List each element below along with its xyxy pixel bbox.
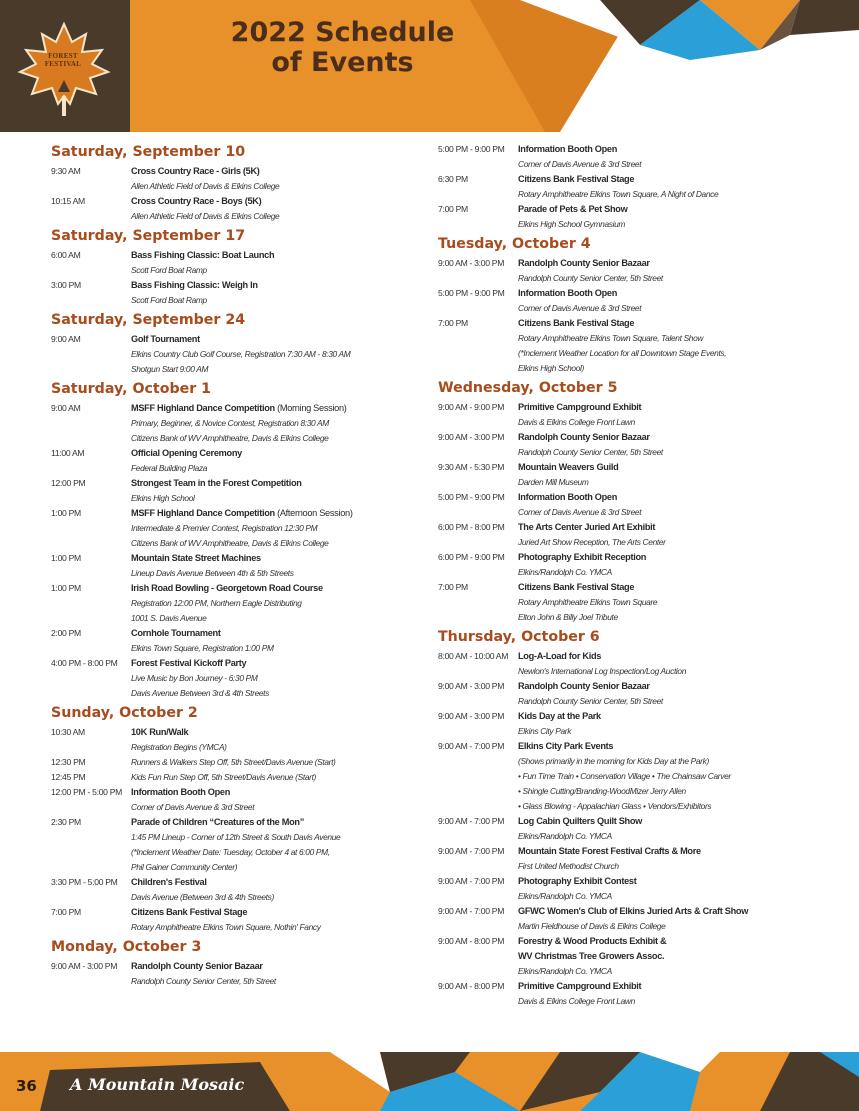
event-detail: Citizens Bank of WV Amphitheatre, Davis & Elkins College bbox=[131, 538, 329, 548]
event-detail: Allen Athletic Field of Davis & Elkins College bbox=[131, 181, 280, 191]
event-item bbox=[438, 256, 838, 286]
event-item bbox=[438, 430, 838, 460]
event-name: Mountain Weavers Guild bbox=[518, 462, 619, 472]
event-item bbox=[438, 520, 838, 550]
event-time: 6:00 AM bbox=[51, 250, 81, 260]
event-name: Mountain State Forest Festival Crafts & More bbox=[518, 846, 701, 856]
event-name: GFWC Women's Club of Elkins Juried Arts & Craft Show bbox=[518, 906, 749, 916]
event-name: Citizens Bank Festival Stage bbox=[518, 174, 635, 184]
day-heading: Saturday, September 24 bbox=[51, 312, 246, 328]
logo-text: FOREST FESTIVAL bbox=[44, 52, 82, 68]
event-detail: Primary, Beginner, & Novice Contest, Registration 8:30 AM bbox=[131, 418, 329, 428]
event-detail: • Glass Blowing - Appalachian Glass • Vendors/Exhibitors bbox=[518, 801, 712, 811]
event-detail: Juried Art Show Reception, The Arts Center bbox=[518, 537, 666, 547]
event-name: Information Booth Open bbox=[518, 288, 618, 298]
event-detail: Elkins/Randolph Co. YMCA bbox=[518, 966, 612, 976]
event-name: Randolph County Senior Bazaar bbox=[518, 681, 650, 691]
event-time: 9:00 AM bbox=[51, 334, 81, 344]
event-item bbox=[51, 194, 421, 224]
event-item bbox=[51, 278, 421, 308]
event-item bbox=[438, 172, 838, 202]
event-name: Strongest Team in the Forest Competition bbox=[131, 478, 302, 488]
event-item bbox=[438, 844, 838, 874]
event-session: (Afternoon Session) bbox=[274, 508, 353, 518]
event-time: 9:00 AM - 3:00 PM bbox=[438, 258, 505, 268]
event-time: 2:00 PM bbox=[51, 628, 81, 638]
event-item bbox=[51, 770, 421, 785]
event-detail: Corner of Davis Avenue & 3rd Street bbox=[518, 303, 642, 313]
event-time: 2:30 PM bbox=[51, 817, 81, 827]
event-detail: Davis Avenue (Between 3rd & 4th Streets) bbox=[131, 892, 274, 902]
event-item bbox=[438, 580, 838, 625]
event-detail: Elkins City Park bbox=[518, 726, 572, 736]
event-detail: 1001 S. Davis Avenue bbox=[131, 613, 207, 623]
event-name: Randolph County Senior Bazaar bbox=[518, 258, 650, 268]
event-detail: Elkins High School) bbox=[518, 363, 584, 373]
event-item bbox=[438, 649, 838, 679]
event-time: 9:00 AM - 8:00 PM bbox=[438, 936, 505, 946]
event-detail: Elkins High School Gymnasium bbox=[518, 219, 626, 229]
event-time: 12:45 PM bbox=[51, 772, 86, 782]
event-time: 9:00 AM - 8:00 PM bbox=[438, 981, 505, 991]
event-item bbox=[438, 709, 838, 739]
event-detail: Martin Fieldhouse of Davis & Elkins College bbox=[518, 921, 666, 931]
event-item bbox=[438, 814, 838, 844]
event-time: 10:30 AM bbox=[51, 727, 85, 737]
event-detail: Newlon's International Log Inspection/Log Auction bbox=[518, 666, 687, 676]
event-name: The Arts Center Juried Art Exhibit bbox=[518, 522, 656, 532]
event-item bbox=[51, 332, 421, 377]
event-detail: Shotgun Start 9:00 AM bbox=[131, 364, 209, 374]
event-detail: Lineup Davis Avenue Between 4th & 5th Streets bbox=[131, 568, 294, 578]
event-detail: Citizens Bank of WV Amphitheatre, Davis & Elkins College bbox=[131, 433, 329, 443]
event-detail: Scott Ford Boat Ramp bbox=[131, 265, 207, 275]
event-item bbox=[438, 286, 838, 316]
event-time: 7:00 PM bbox=[51, 907, 81, 917]
event-time: 6:30 PM bbox=[438, 174, 468, 184]
event-detail: Elton John & Billy Joel Tribute bbox=[518, 612, 618, 622]
event-detail: Davis & Elkins College Front Lawn bbox=[518, 417, 635, 427]
event-time: 3:30 PM - 5:00 PM bbox=[51, 877, 118, 887]
event-detail: Davis Avenue Between 3rd & 4th Streets bbox=[131, 688, 270, 698]
event-item bbox=[438, 934, 838, 979]
event-detail: Elkins Country Club Golf Course, Registration 7:30 AM - 8:30 AM bbox=[131, 349, 351, 359]
event-item bbox=[438, 202, 838, 232]
schedule-column-left bbox=[51, 142, 421, 989]
event-time: 1:00 PM bbox=[51, 508, 81, 518]
event-name-line-2: WV Christmas Tree Growers Assoc. bbox=[518, 951, 665, 961]
event-name-text: MSFF Highland Dance Competition bbox=[131, 508, 275, 518]
event-name: Official Opening Ceremony bbox=[131, 448, 242, 458]
event-item bbox=[438, 400, 838, 430]
event-item bbox=[51, 476, 421, 506]
event-time: 10:15 AM bbox=[51, 196, 85, 206]
event-item bbox=[51, 248, 421, 278]
event-detail: Corner of Davis Avenue & 3rd Street bbox=[518, 159, 642, 169]
event-time: 12:00 PM bbox=[51, 478, 86, 488]
event-time: 9:30 AM bbox=[51, 166, 81, 176]
title-line-2: of Events bbox=[271, 47, 414, 78]
event-detail: Darden Mill Museum bbox=[518, 477, 589, 487]
day-heading: Saturday, September 17 bbox=[51, 228, 246, 244]
day-heading: Monday, October 3 bbox=[51, 939, 202, 955]
event-detail: Rotary Amphitheatre Elkins Town Square, Talent Show bbox=[518, 333, 704, 343]
event-time: 9:00 AM bbox=[51, 403, 81, 413]
event-detail: Phil Gainer Community Center) bbox=[131, 862, 238, 872]
event-item bbox=[51, 401, 421, 446]
event-item bbox=[51, 656, 421, 701]
event-detail: Scott Ford Boat Ramp bbox=[131, 295, 207, 305]
page-title bbox=[200, 18, 485, 78]
event-time: 9:00 AM - 3:00 PM bbox=[438, 711, 505, 721]
event-name: Citizens Bank Festival Stage bbox=[518, 582, 635, 592]
day-heading: Sunday, October 2 bbox=[51, 705, 198, 721]
event-time: 9:30 AM - 5:30 PM bbox=[438, 462, 505, 472]
event-time: 3:00 PM bbox=[51, 280, 81, 290]
event-time: 9:00 AM - 9:00 PM bbox=[438, 402, 505, 412]
event-name: Randolph County Senior Bazaar bbox=[518, 432, 650, 442]
event-detail: Elkins/Randolph Co. YMCA bbox=[518, 891, 612, 901]
event-item bbox=[438, 739, 838, 814]
event-detail: Allen Athletic Field of Davis & Elkins College bbox=[131, 211, 280, 221]
event-name: Information Booth Open bbox=[131, 787, 231, 797]
event-detail: (*Inclement Weather Date: Tuesday, October 4 at 6:00 PM, bbox=[131, 847, 330, 857]
event-detail: Elkins Town Square, Registration 1:00 PM bbox=[131, 643, 274, 653]
event-time: 7:00 PM bbox=[438, 204, 468, 214]
event-detail: Davis & Elkins College Front Lawn bbox=[518, 996, 635, 1006]
event-time: 5:00 PM - 9:00 PM bbox=[438, 144, 505, 154]
event-time: 11:00 AM bbox=[51, 448, 85, 458]
event-time: 12:30 PM bbox=[51, 757, 86, 767]
event-name: Primitive Campground Exhibit bbox=[518, 402, 642, 412]
event-name: Randolph County Senior Bazaar bbox=[131, 961, 263, 971]
event-detail: Corner of Davis Avenue & 3rd Street bbox=[518, 507, 642, 517]
forest-festival-leaf-logo bbox=[14, 20, 114, 120]
event-name: Kids Day at the Park bbox=[518, 711, 601, 721]
event-item bbox=[51, 815, 421, 875]
event-item bbox=[438, 550, 838, 580]
event-detail: Corner of Davis Avenue & 3rd Street bbox=[131, 802, 255, 812]
event-time: 9:00 AM - 7:00 PM bbox=[438, 816, 505, 826]
event-name: Primitive Campground Exhibit bbox=[518, 981, 642, 991]
day-heading: Wednesday, October 5 bbox=[438, 380, 618, 396]
page-number: 36 bbox=[16, 1077, 37, 1095]
event-time: 7:00 PM bbox=[438, 582, 468, 592]
event-detail: Randolph County Senior Center, 5th Street bbox=[518, 447, 663, 457]
event-detail: Rotary Amphitheatre Elkins Town Square bbox=[518, 597, 658, 607]
event-detail: Elkins/Randolph Co. YMCA bbox=[518, 567, 612, 577]
event-detail: 1:45 PM Lineup - Corner of 12th Street & South Davis Avenue bbox=[131, 832, 341, 842]
event-name: Information Booth Open bbox=[518, 492, 618, 502]
event-time: 9:00 AM - 7:00 PM bbox=[438, 906, 505, 916]
event-name: Log-A-Load for Kids bbox=[518, 651, 602, 661]
event-session: (Morning Session) bbox=[274, 403, 347, 413]
event-name-text: MSFF Highland Dance Competition bbox=[131, 403, 275, 413]
event-time: 9:00 AM - 7:00 PM bbox=[438, 846, 505, 856]
event-name: Irish Road Bowling - Georgetown Road Course bbox=[131, 583, 323, 593]
event-detail: (*Inclement Weather Location for all Downtown Stage Events, bbox=[518, 348, 727, 358]
schedule-column-right bbox=[438, 142, 838, 1009]
event-item bbox=[438, 490, 838, 520]
event-time: 6:00 PM - 9:00 PM bbox=[438, 552, 505, 562]
event-name: Parade of Pets & Pet Show bbox=[518, 204, 628, 214]
event-time: 9:00 AM - 3:00 PM bbox=[51, 961, 118, 971]
event-name: Forest Festival Kickoff Party bbox=[131, 658, 247, 668]
event-item bbox=[51, 725, 421, 755]
event-time: 9:00 AM - 7:00 PM bbox=[438, 876, 505, 886]
event-name: Mountain State Street Machines bbox=[131, 553, 261, 563]
event-time: 9:00 AM - 3:00 PM bbox=[438, 681, 505, 691]
event-name bbox=[131, 401, 421, 416]
event-detail: Kids Fun Run Step Off, 5th Street/Davis Avenue (Start) bbox=[131, 772, 316, 782]
event-name: Information Booth Open bbox=[518, 144, 618, 154]
event-detail: Registration Begins (YMCA) bbox=[131, 742, 227, 752]
event-item bbox=[438, 460, 838, 490]
event-name: Elkins City Park Events bbox=[518, 741, 614, 751]
day-heading: Saturday, October 1 bbox=[51, 381, 212, 397]
event-item bbox=[51, 164, 421, 194]
event-item bbox=[438, 979, 838, 1009]
event-item bbox=[438, 679, 838, 709]
day-heading: Tuesday, October 4 bbox=[438, 236, 591, 252]
event-name: Photography Exhibit Reception bbox=[518, 552, 647, 562]
event-time: 6:00 PM - 8:00 PM bbox=[438, 522, 505, 532]
footer-tagline: A Mountain Mosaic bbox=[70, 1075, 245, 1094]
event-name: Children's Festival bbox=[131, 877, 207, 887]
event-item bbox=[438, 316, 838, 376]
event-item bbox=[51, 875, 421, 905]
event-time: 1:00 PM bbox=[51, 553, 81, 563]
event-name: Citizens Bank Festival Stage bbox=[518, 318, 635, 328]
event-name: Golf Tournament bbox=[131, 334, 200, 344]
event-name: Photography Exhibit Contest bbox=[518, 876, 637, 886]
event-name: Bass Fishing Classic: Boat Launch bbox=[131, 250, 275, 260]
event-name: Forestry & Wood Products Exhibit & bbox=[518, 936, 667, 946]
event-name: Cornhole Tournament bbox=[131, 628, 221, 638]
day-heading: Thursday, October 6 bbox=[438, 629, 600, 645]
event-name bbox=[131, 506, 421, 521]
event-detail: Randolph County Senior Center, 5th Street bbox=[518, 696, 663, 706]
event-detail: Intermediate & Premier Contest, Registration 12:30 PM bbox=[131, 523, 318, 533]
event-detail: • Fun Time Train • Conservation Village • The Chainsaw Carver bbox=[518, 771, 731, 781]
event-item bbox=[51, 959, 421, 989]
event-detail: Rotary Amphitheatre Elkins Town Square, A Night of Dance bbox=[518, 189, 719, 199]
event-detail: Registration 12:00 PM, Northern Eagle Distributing bbox=[131, 598, 302, 608]
event-detail: • Shingle Cutting/Branding-WoodMizer Jerry Allen bbox=[518, 786, 686, 796]
event-time: 8:00 AM - 10:00 AM bbox=[438, 651, 509, 661]
event-detail: Rotary Amphitheatre Elkins Town Square, Nothin' Fancy bbox=[131, 922, 321, 932]
event-name: Citizens Bank Festival Stage bbox=[131, 907, 248, 917]
event-name: Bass Fishing Classic: Weigh In bbox=[131, 280, 258, 290]
event-detail: Runners & Walkers Step Off, 5th Street/Davis Avenue (Start) bbox=[131, 757, 336, 767]
event-item bbox=[438, 874, 838, 904]
title-line-1: 2022 Schedule bbox=[230, 17, 455, 48]
event-detail: Randolph County Senior Center, 5th Street bbox=[131, 976, 276, 986]
event-name: Parade of Children “Creatures of the Mon” bbox=[131, 817, 305, 827]
event-name: Log Cabin Quilters Quilt Show bbox=[518, 816, 643, 826]
event-item bbox=[51, 446, 421, 476]
event-detail: (Shows primarily in the morning for Kids Day at the Park) bbox=[518, 756, 709, 766]
event-item bbox=[438, 904, 838, 934]
event-item bbox=[51, 626, 421, 656]
event-item bbox=[438, 142, 838, 172]
event-time: 9:00 AM - 3:00 PM bbox=[438, 432, 505, 442]
event-detail: Federal Building Plaza bbox=[131, 463, 208, 473]
event-item bbox=[51, 785, 421, 815]
event-detail: First United Methodist Church bbox=[518, 861, 619, 871]
event-name: 10K Run/Walk bbox=[131, 727, 189, 737]
event-detail: Randolph County Senior Center, 5th Street bbox=[518, 273, 663, 283]
event-time: 4:00 PM - 8:00 PM bbox=[51, 658, 118, 668]
event-detail: Elkins/Randolph Co. YMCA bbox=[518, 831, 612, 841]
event-detail: Elkins High School bbox=[131, 493, 195, 503]
event-time: 5:00 PM - 9:00 PM bbox=[438, 288, 505, 298]
event-item bbox=[51, 755, 421, 770]
event-name: Cross Country Race - Boys (5K) bbox=[131, 196, 262, 206]
event-time: 12:00 PM - 5:00 PM bbox=[51, 787, 123, 797]
event-time: 5:00 PM - 9:00 PM bbox=[438, 492, 505, 502]
event-time: 1:00 PM bbox=[51, 583, 81, 593]
event-item bbox=[51, 905, 421, 935]
event-item bbox=[51, 506, 421, 551]
day-heading: Saturday, September 10 bbox=[51, 144, 246, 160]
event-name: Cross Country Race - Girls (5K) bbox=[131, 166, 260, 176]
event-time: 7:00 PM bbox=[438, 318, 468, 328]
event-item bbox=[51, 581, 421, 626]
event-item bbox=[51, 551, 421, 581]
event-detail: Live Music by Bon Journey - 6:30 PM bbox=[131, 673, 258, 683]
event-time: 9:00 AM - 7:00 PM bbox=[438, 741, 505, 751]
